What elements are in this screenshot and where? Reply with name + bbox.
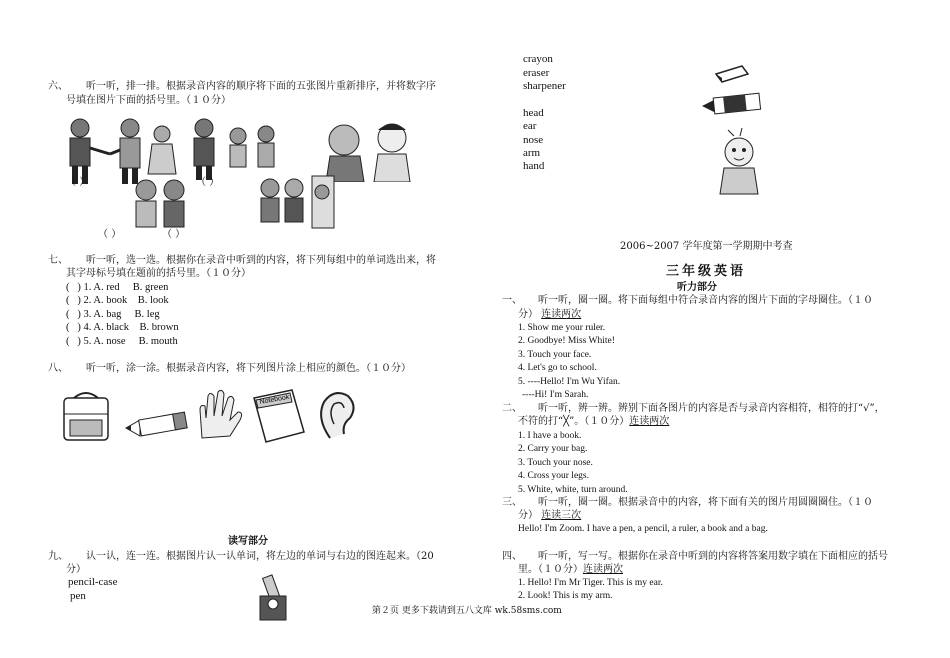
l-q2-instruction-line1: 听一听，辨一辨。辨别下面各图片的内容是否与录音内容相符，相符的打“√”，: [538, 403, 885, 414]
word-nose: nose: [523, 134, 544, 146]
crayon-picture: [700, 88, 766, 122]
l-q1-instruction-line1: 听一听，圈一圈。将下面每组中符合录音内容的图片下面的字母圈住。（１０: [538, 295, 873, 306]
l-q1-instruction-line2: 分） 连读两次: [518, 309, 582, 320]
q7-instruction-line2: 其字母标号填在题前的括号里。（１０分）: [66, 268, 251, 279]
q6-number: 六、: [48, 81, 68, 92]
notebook-picture: [248, 388, 308, 444]
l-q2-item-3: 3. Touch your nose.: [518, 458, 593, 468]
q6-picture-boys-at-door: [254, 174, 336, 230]
q7-item-5: ( ) 5. A. nose B. mouth: [66, 336, 178, 347]
page-footer: 第２页 更多下载请到五八文库 wk.58sms.com: [372, 606, 562, 616]
l-q4-item-2: 2. Look! This is my arm.: [518, 591, 613, 601]
q6-bracket-2: （ ）: [196, 177, 220, 188]
pencil-picture: [124, 410, 188, 438]
l-q4-number: 四、: [502, 551, 522, 562]
l-q3-text: Hello! I'm Zoom. I have a pen, a pencil, a ruler, a book and a bag.: [518, 524, 768, 534]
word-sharpener: sharpener: [523, 80, 566, 92]
q6-instruction-line2: 号填在图片下面的括号里。（１０分）: [66, 95, 231, 106]
l-q4-instruction-line1: 听一听，写一写。根据你在录音中听到的内容将答案用数字填在下面相应的括号: [538, 551, 888, 562]
sharpener-picture: [254, 574, 294, 624]
boy-picture: [712, 124, 766, 196]
q9-word-pencil-case: pencil-case: [68, 576, 118, 588]
reading-section-title: 读写部分: [228, 536, 268, 547]
q9-number: 九、: [48, 551, 68, 562]
q8-instruction-line1: 听一听，涂一涂。根据录音内容，将下列图片涂上相应的颜色。（１０分）: [86, 363, 411, 374]
word-eraser: eraser: [523, 67, 550, 79]
q6-picture-boy-girl-waving: [320, 120, 418, 182]
l-q1-item-4: 4. Let's go to school.: [518, 363, 597, 373]
l-q1-item-1: 1. Show me your ruler.: [518, 323, 606, 333]
q6-instruction-line1: 听一听，排一排。根据录音内容的顺序将下面的五张图片重新排序，并将数字序: [86, 81, 436, 92]
l-q3-instruction-line1: 听一听，圈一圈。根据录音中的内容，将下面有关的图片用圆圈圈住。（１０: [538, 497, 873, 508]
bag-picture: [56, 390, 116, 442]
q6-bracket-4: （ ）: [162, 229, 186, 240]
q9-word-pen: pen: [70, 590, 86, 602]
word-ear: ear: [523, 120, 537, 132]
l-q2-number: 二、: [502, 403, 522, 414]
q7-item-1: ( ) 1. A. red B. green: [66, 282, 169, 293]
word-hand: hand: [523, 160, 545, 172]
q6-picture-greeting-group: [188, 116, 284, 180]
l-q1-item-5: 5. ----Hello! I'm Wu Yifan.: [518, 377, 621, 387]
l-q3-instruction-line2: 分） 连读三次: [518, 510, 582, 521]
q8-number: 八、: [48, 363, 68, 374]
l-q1-number: 一、: [502, 295, 522, 306]
q9-instruction-line1: 认一认，连一连。根据图片认一认单词，将左边的单词与右边的图连起来。（20: [86, 551, 434, 562]
l-q1-item-2: 2. Goodbye! Miss White!: [518, 336, 615, 346]
q7-item-3: ( ) 3. A. bag B. leg: [66, 309, 160, 320]
l-q2-item-2: 2. Carry your bag.: [518, 444, 588, 454]
hand-picture: [192, 388, 246, 442]
q6-picture-two-girls: [128, 178, 194, 234]
q6-bracket-3: （ ）: [98, 229, 122, 240]
l-q1-item-5-reply: ----Hi! I'm Sarah.: [522, 390, 589, 400]
q6-bracket-1: （ ）: [66, 177, 90, 188]
grade-title: 三年级英语: [666, 264, 747, 279]
ear-picture: [314, 388, 360, 442]
exam-title: 2006~2007 学年度第一学期期中考查: [620, 241, 793, 252]
q7-instruction-line1: 听一听，选一选。根据你在录音中听到的内容，将下列每组中的单词选出来，将: [86, 255, 436, 266]
listening-section-title: 听力部分: [677, 282, 717, 293]
l-q3-number: 三、: [502, 497, 522, 508]
l-q4-instruction-line2: 里。（１０分）连读两次: [518, 564, 623, 575]
eraser-picture: [712, 62, 752, 84]
l-q2-item-1: 1. I have a book.: [518, 431, 582, 441]
word-head: head: [523, 107, 544, 119]
q7-item-4: ( ) 4. A. black B. brown: [66, 322, 179, 333]
l-q4-item-1: 1. Hello! I'm Mr Tiger. This is my ear.: [518, 578, 663, 588]
l-q2-item-4: 4. Cross your legs.: [518, 471, 589, 481]
q7-number: 七、: [48, 255, 68, 266]
l-q1-item-3: 3. Touch your face.: [518, 350, 592, 360]
notebook-label: Notebook: [259, 393, 290, 406]
l-q2-instruction-line2: 不符的打“╳”。（１０分）连读两次: [518, 416, 670, 427]
q7-item-2: ( ) 2. A. book B. look: [66, 295, 169, 306]
word-arm: arm: [523, 147, 541, 159]
word-crayon: crayon: [523, 53, 553, 65]
l-q2-item-5: 5. White, white, turn around.: [518, 485, 628, 495]
q9-instruction-line2: 分）: [66, 564, 86, 575]
